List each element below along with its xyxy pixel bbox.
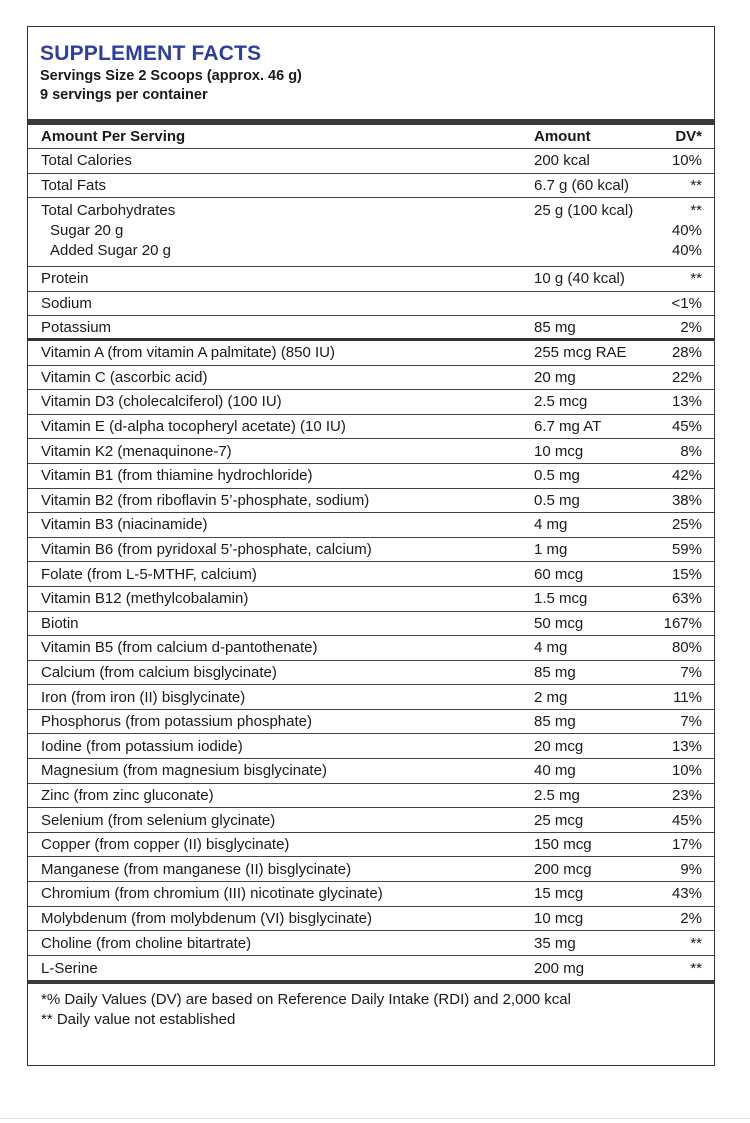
dv-footnote: *% Daily Values (DV) are based on Reference Daily Intake (RDI) and 2,000 kcal	[41, 991, 571, 1009]
nutrient-dv: 7%	[680, 663, 702, 681]
nutrient-amount: 40 mg	[534, 762, 576, 780]
servings-per-container: 9 servings per container	[40, 87, 208, 103]
column-amount: Amount	[534, 128, 591, 145]
nutrient-name: Copper (from copper (II) bisglycinate)	[41, 836, 290, 854]
nutrient-row	[28, 612, 714, 637]
nutrient-amount: 85 mg	[534, 713, 576, 731]
nutrient-dv: 45%	[671, 418, 702, 436]
nutrient-dv: **	[690, 934, 702, 952]
nutrient-row	[28, 808, 714, 833]
nutrient-amount: 20 mg	[534, 368, 576, 386]
nutrient-dv: 9%	[680, 860, 702, 878]
nutrient-name: Total Calories	[41, 152, 132, 170]
nutrient-amount: 0.5 mg	[534, 467, 580, 485]
nutrient-dv: **	[690, 959, 702, 977]
nutrient-name: Magnesium (from magnesium bisglycinate)	[41, 762, 327, 780]
not-established-footnote: ** Daily value not established	[41, 1011, 236, 1029]
nutrient-row	[28, 882, 714, 907]
nutrient-name: Biotin	[41, 614, 79, 632]
nutrient-dv: 8%	[680, 442, 702, 460]
nutrient-amount: 1 mg	[534, 541, 568, 559]
nutrient-name: Vitamin B1 (from thiamine hydrochloride)	[41, 467, 313, 485]
nutrient-amount: 10 mcg	[534, 909, 584, 927]
nutrient-row	[28, 489, 714, 514]
added-sugar-dv: 40%	[671, 242, 702, 260]
nutrient-row-sodium	[28, 292, 714, 317]
nutrient-dv: 22%	[671, 368, 702, 386]
nutrient-row	[28, 415, 714, 440]
nutrient-row	[28, 931, 714, 956]
nutrient-name: Selenium (from selenium glycinate)	[41, 811, 276, 829]
nutrient-name: Vitamin E (d-alpha tocopheryl acetate) (10 IU)	[41, 418, 346, 436]
nutrient-amount: 4 mg	[534, 639, 568, 657]
nutrient-dv: 10%	[671, 152, 702, 170]
nutrient-row	[28, 784, 714, 809]
nutrient-amount: 20 mcg	[534, 737, 584, 755]
nutrient-dv: 13%	[671, 737, 702, 755]
nutrient-amount: 35 mg	[534, 934, 576, 952]
nutrient-dv: 25%	[671, 516, 702, 534]
nutrient-name: Vitamin B12 (methylcobalamin)	[41, 590, 249, 608]
nutrient-row	[28, 857, 714, 882]
nutrient-amount: 2.5 mg	[534, 786, 580, 804]
nutrient-row	[28, 636, 714, 661]
nutrient-dv: 15%	[671, 565, 702, 583]
nutrient-name: Vitamin B3 (niacinamide)	[41, 516, 208, 534]
nutrient-name: Vitamin C (ascorbic acid)	[41, 368, 208, 386]
nutrient-amount: 25 mcg	[534, 811, 584, 829]
nutrient-name: Molybdenum (from molybdenum (VI) bisglycinate)	[41, 909, 372, 927]
nutrient-dv: 2%	[680, 318, 702, 336]
nutrient-dv: 10%	[671, 762, 702, 780]
nutrient-name: Iron (from iron (II) bisglycinate)	[41, 688, 246, 706]
nutrient-dv: 13%	[671, 393, 702, 411]
nutrient-name: Vitamin D3 (cholecalciferol) (100 IU)	[41, 393, 282, 411]
nutrient-dv: **	[690, 176, 702, 194]
nutrient-dv: 45%	[671, 811, 702, 829]
carb-dv-block	[660, 200, 702, 261]
nutrient-row-carbohydrates	[28, 198, 714, 267]
nutrient-name: Total Fats	[41, 176, 107, 194]
nutrient-amount: 255 mcg RAE	[534, 344, 627, 362]
nutrient-amount: 85 mg	[534, 663, 576, 681]
nutrient-amount: 150 mcg	[534, 836, 592, 854]
nutrient-amount: 4 mg	[534, 516, 568, 534]
nutrient-row	[28, 661, 714, 686]
nutrient-row	[28, 685, 714, 710]
nutrient-dv: **	[690, 202, 702, 220]
nutrient-row	[28, 366, 714, 391]
nutrient-amount: 6.7 mg AT	[534, 418, 602, 436]
nutrient-row-fats	[28, 174, 714, 199]
nutrient-dv: 59%	[671, 541, 702, 559]
nutrient-dv: 167%	[663, 614, 702, 632]
sugar-label: Sugar 20 g	[50, 222, 124, 240]
nutrient-amount: 0.5 mg	[534, 491, 580, 509]
nutrient-name: Vitamin K2 (menaquinone-7)	[41, 442, 232, 460]
nutrient-name: Potassium	[41, 318, 112, 336]
nutrient-name: Zinc (from zinc gluconate)	[41, 786, 214, 804]
nutrient-dv: 11%	[673, 688, 702, 706]
nutrient-row-potassium	[28, 316, 714, 341]
page-bottom-divider	[0, 1118, 750, 1119]
nutrient-row	[28, 341, 714, 366]
nutrient-dv: 43%	[671, 885, 702, 903]
nutrient-dv: 7%	[680, 713, 702, 731]
nutrient-row	[28, 759, 714, 784]
nutrient-name: Iodine (from potassium iodide)	[41, 737, 243, 755]
panel-header	[28, 27, 714, 119]
nutrient-amount: 1.5 mcg	[534, 590, 588, 608]
nutrient-amount: 200 kcal	[534, 152, 590, 170]
nutrient-dv: 38%	[671, 491, 702, 509]
supplement-facts-panel	[27, 26, 715, 1066]
nutrient-amount: 2 mg	[534, 688, 568, 706]
nutrient-dv: 80%	[671, 639, 702, 657]
nutrient-name: Vitamin B2 (from riboflavin 5’-phosphate, sodium)	[41, 491, 370, 509]
panel-title: SUPPLEMENT FACTS	[40, 42, 262, 65]
panel-footer	[28, 984, 714, 1030]
column-name: Amount Per Serving	[41, 128, 186, 145]
added-sugar-label: Added Sugar 20 g	[50, 242, 171, 260]
nutrient-dv: <1%	[671, 295, 702, 313]
nutrient-dv: 17%	[671, 836, 702, 854]
nutrient-name: Sodium	[41, 295, 92, 313]
nutrient-dv: 42%	[671, 467, 702, 485]
nutrient-dv: 28%	[671, 344, 702, 362]
nutrient-row	[28, 390, 714, 415]
nutrient-name: Calcium (from calcium bisglycinate)	[41, 663, 277, 681]
nutrient-name: Manganese (from manganese (II) bisglycinate)	[41, 860, 352, 878]
nutrient-amount: 50 mcg	[534, 614, 584, 632]
nutrient-name: Vitamin A (from vitamin A palmitate) (850 IU)	[41, 344, 336, 362]
nutrient-amount: 200 mcg	[534, 860, 592, 878]
nutrient-amount: 60 mcg	[534, 565, 584, 583]
nutrient-name: L-Serine	[41, 959, 98, 977]
nutrient-row	[28, 710, 714, 735]
column-dv: DV*	[675, 128, 702, 145]
nutrient-row	[28, 833, 714, 858]
nutrient-row	[28, 907, 714, 932]
nutrient-row-protein	[28, 267, 714, 292]
nutrient-amount: 10 mcg	[534, 442, 584, 460]
nutrient-amount: 10 g (40 kcal)	[534, 270, 625, 288]
nutrient-name: Chromium (from chromium (III) nicotinate glycinate)	[41, 885, 383, 903]
nutrient-row	[28, 562, 714, 587]
serving-size: Servings Size 2 Scoops (approx. 46 g)	[40, 68, 302, 84]
nutrient-name: Vitamin B6 (from pyridoxal 5’-phosphate, calcium)	[41, 541, 372, 559]
nutrient-name: Choline (from choline bitartrate)	[41, 934, 252, 952]
nutrient-row	[28, 439, 714, 464]
nutrient-amount: 85 mg	[534, 318, 576, 336]
nutrient-dv: 23%	[671, 786, 702, 804]
nutrient-row	[28, 734, 714, 759]
carb-name-block	[41, 200, 534, 261]
nutrient-name: Protein	[41, 270, 89, 288]
nutrient-row	[28, 464, 714, 489]
vitamins-minerals-list	[28, 341, 714, 980]
nutrient-name: Folate (from L-5-MTHF, calcium)	[41, 565, 257, 583]
nutrient-amount: 200 mg	[534, 959, 585, 977]
nutrient-dv: 63%	[671, 590, 702, 608]
nutrient-row-calories	[28, 149, 714, 174]
column-header-row	[28, 125, 714, 149]
nutrient-dv: 2%	[680, 909, 702, 927]
nutrient-row	[28, 513, 714, 538]
nutrient-row	[28, 538, 714, 563]
sugar-dv: 40%	[671, 222, 702, 240]
nutrient-row	[28, 956, 714, 981]
nutrient-row	[28, 587, 714, 612]
nutrient-name: Vitamin B5 (from calcium d-pantothenate)	[41, 639, 318, 657]
nutrient-amount: 2.5 mcg	[534, 393, 588, 411]
nutrient-amount: 25 g (100 kcal)	[534, 202, 634, 220]
nutrient-amount: 15 mcg	[534, 885, 584, 903]
nutrient-amount: 6.7 g (60 kcal)	[534, 176, 630, 194]
nutrient-dv: **	[690, 270, 702, 288]
nutrient-name: Phosphorus (from potassium phosphate)	[41, 713, 312, 731]
nutrient-name: Total Carbohydrates	[41, 202, 176, 220]
